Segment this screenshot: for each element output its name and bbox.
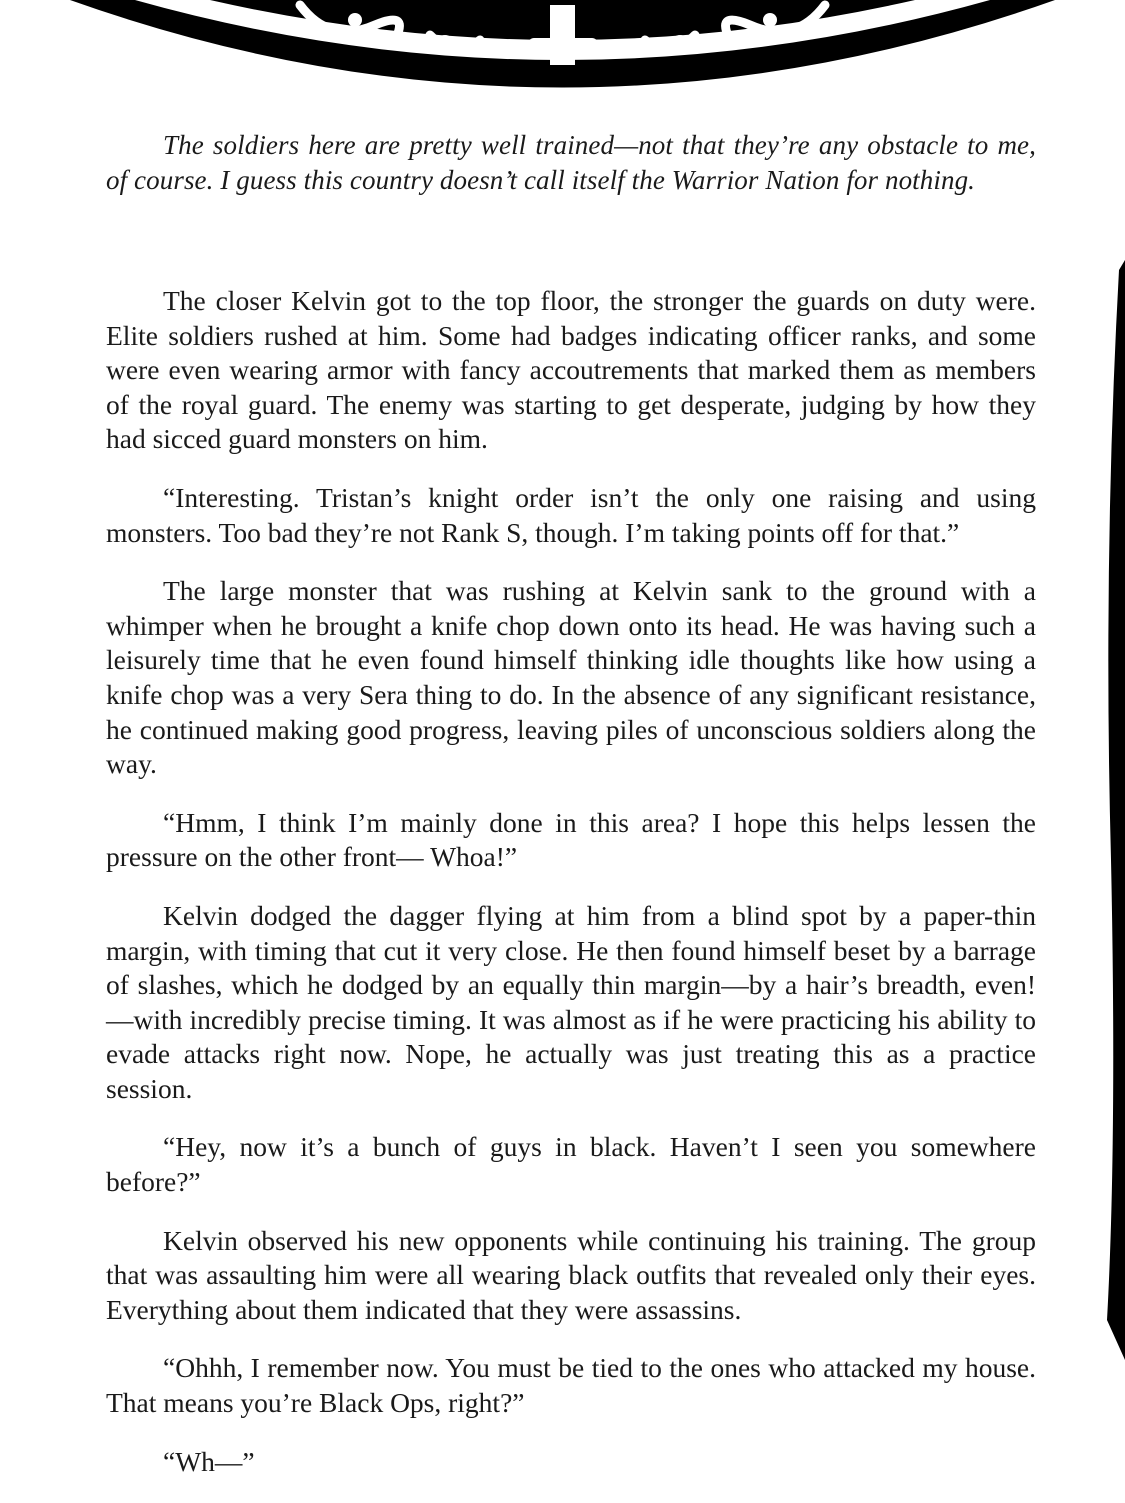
paragraph-3: The large monster that was rushing at Kelvin sank to the ground with a whimper when he brought a knife chop down onto its head. He was having such a leisurely time that he even found himself thinking idle thoughts like how using a knife chop was a very Sera thing to do. In the absence of any significant resistance, he continued making good progress, leaving piles of unconscious soldiers along the way.	[106, 575, 1036, 780]
paragraph-9: “Wh—”	[163, 1445, 255, 1477]
side-border-image	[1095, 260, 1125, 1360]
text-column	[106, 128, 1036, 1503]
inner-thought: The soldiers here are pretty well trained—not that they’re any obstacle to me, of course. I guess this country doesn’t call itself the Warrior Nation for nothing.	[106, 130, 1036, 195]
paragraph-5: Kelvin dodged the dagger flying at him from a blind spot by a paper-thin margin, with timing that cut it very close. He then found himself beset by a barrage of slashes, which he dodged by an equally thin margin—by a hair’s breadth, even!—with incredibly precise timing. It was almost as if he were practicing his ability to evade attacks right now. Nope, he actually was just treating this as a practice session.	[106, 899, 1036, 1104]
paragraph-8: “Ohhh, I remember now. You must be tied to the ones who attacked my house. That means you’re Black Ops, right?”	[106, 1352, 1036, 1419]
paragraph-2: “Interesting. Tristan’s knight order isn’t the only one raising and using monsters. Too bad they’re not Rank S, though. I’m taking points off for that.”	[106, 481, 1036, 548]
paragraph-7: Kelvin observed his new opponents while continuing his training. The group that was assaulting him were all wearing black outfits that revealed only their eyes. Everything about them indicated that they were assassins.	[106, 1224, 1036, 1325]
paragraph-1: The closer Kelvin got to the top floor, the stronger the guards on duty were. Elite soldiers rushed at him. Some had badges indicating officer ranks, and some were even wearing armor with fancy accoutrements that marked them as members of the royal guard. The enemy was starting to get desperate, judging by how they had sicced guard monsters on him.	[106, 285, 1036, 455]
ornament-header-image	[0, 0, 1125, 110]
paragraph-6: “Hey, now it’s a bunch of guys in black. Haven’t I seen you somewhere before?”	[106, 1131, 1036, 1198]
paragraph-4: “Hmm, I think I’m mainly done in this area? I hope this helps lessen the pressure on the other front— Whoa!”	[106, 806, 1036, 873]
